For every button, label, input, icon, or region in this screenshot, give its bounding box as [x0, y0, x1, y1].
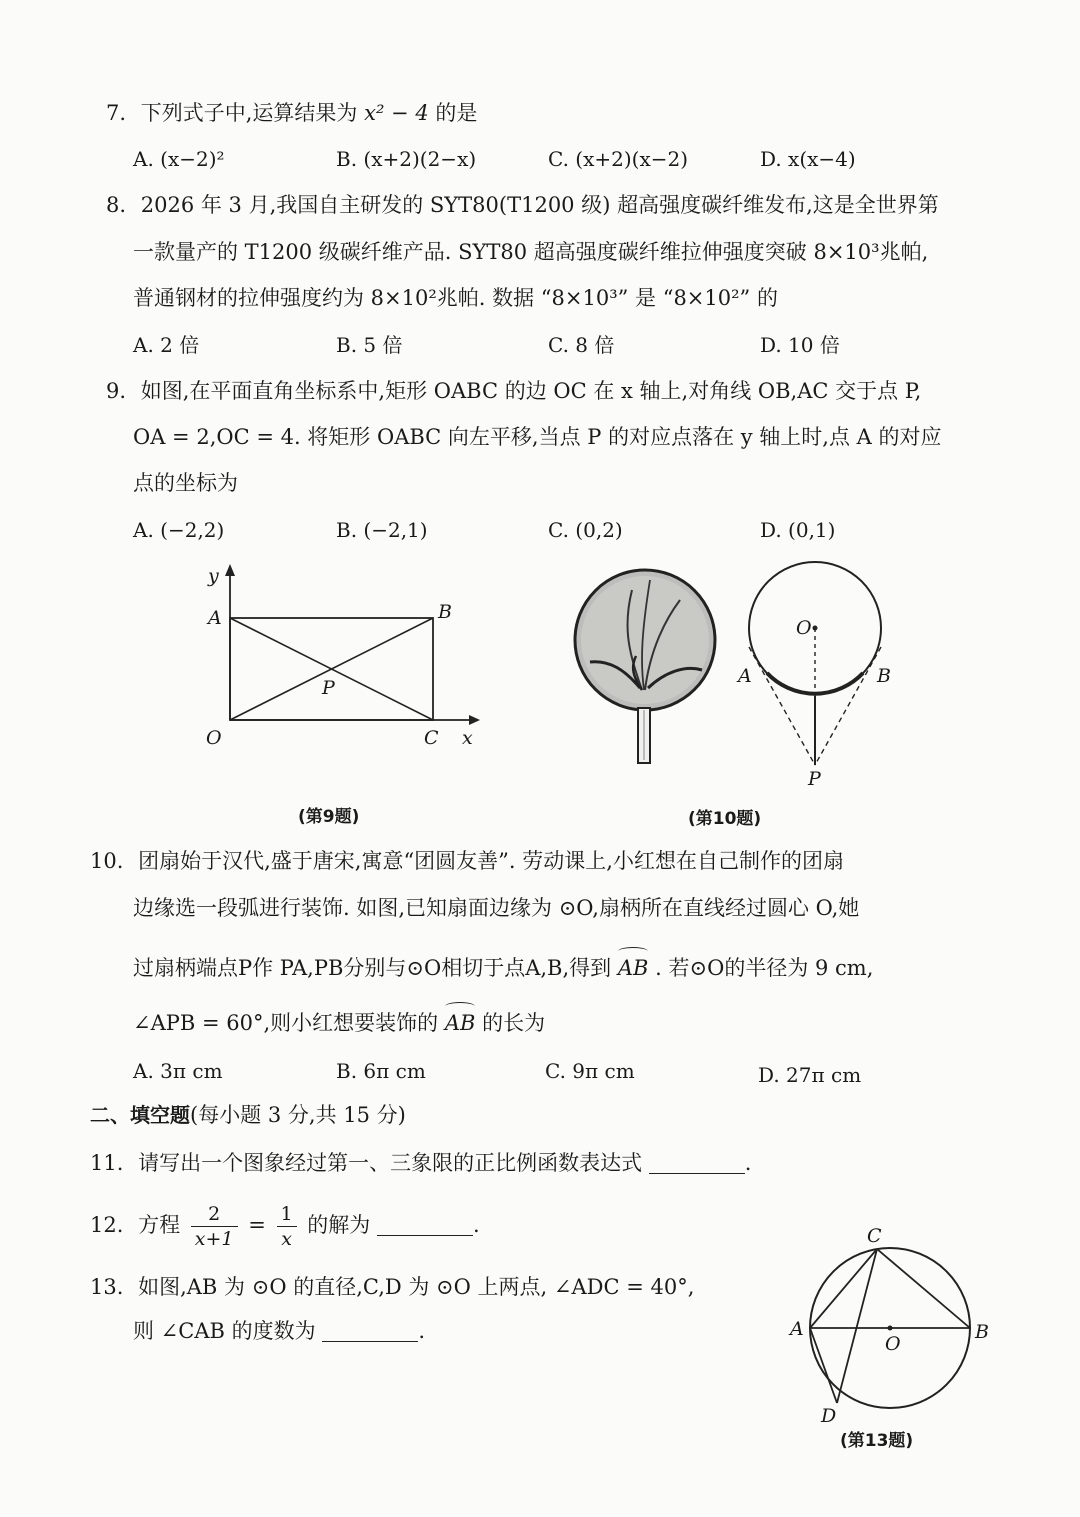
q7-stem: 7. 下列式子中,运算结果为 x² − 4 的是 [106, 101, 478, 125]
caption-fig9: (第9题) [298, 807, 360, 827]
q7-option-c: C. (x+2)(x−2) [548, 147, 689, 171]
q8-number: 8. [106, 193, 127, 217]
q8-line1: 8. 2026 年 3 月,我国自主研发的 SYT80(T1200 级) 超高强度碳纤维发布,这是全世界第 [106, 193, 939, 217]
chord-ad [810, 1328, 837, 1403]
label-a: A [208, 607, 222, 629]
q9-number: 9. [106, 379, 127, 403]
q10-option-d: D. 27π cm [758, 1063, 862, 1087]
label-a: A [738, 665, 752, 687]
q10-option-b: B. 6π cm [336, 1059, 426, 1083]
q7-number: 7. [106, 101, 127, 125]
label-b: B [877, 665, 891, 687]
q7-option-a: A. (x−2)² [133, 147, 225, 171]
chord-cb [877, 1249, 970, 1328]
q13-answer-blank[interactable] [322, 1341, 418, 1342]
q10-line2: 边缘选一段弧进行装饰. 如图,已知扇面边缘为 ⊙O,扇柄所在直线经过圆心 O,她 [133, 896, 860, 920]
q8-line2: 一款量产的 T1200 级碳纤维产品. SYT80 超高强度碳纤维拉伸强度突破 8×10³兆帕, [133, 240, 929, 264]
q13-line1: 13. 如图,AB 为 ⊙O 的直径,C,D 为 ⊙O 上两点, ∠ADC = 40°, [90, 1275, 695, 1299]
q9-option-d: D. (0,1) [760, 518, 836, 542]
caption-fig13: (第13题) [840, 1431, 914, 1451]
q10-line4: ∠APB = 60°,则小红想要装饰的 AB 的长为 [133, 1008, 545, 1038]
label-p: P [322, 677, 335, 699]
q13-number: 13. [90, 1275, 124, 1299]
label-o: O [206, 727, 222, 749]
arc-symbol [618, 947, 649, 956]
label-p: P [808, 768, 821, 790]
q9-line1: 9. 如图,在平面直角坐标系中,矩形 OABC 的边 OC 在 x 轴上,对角线 OB,AC 交于点 P, [106, 379, 922, 403]
q9-option-c: C. (0,2) [548, 518, 623, 542]
fraction-2-over-x-plus-1: $\frac{2}{x+1}$ [191, 1202, 238, 1251]
label-a: A [790, 1318, 804, 1340]
q10-line3: 过扇柄端点P作 PA,PB分别与⊙O相切于点A,B,得到 AB . 若⊙O的半径为 9 cm, [133, 953, 873, 983]
figure-9 [190, 560, 490, 830]
center-o [813, 626, 818, 631]
label-c: C [424, 727, 439, 749]
q7-option-b: B. (x+2)(2−x) [336, 147, 477, 171]
caption-fig10: (第10题) [688, 809, 762, 829]
label-o: O [885, 1333, 901, 1355]
q10-line1: 10. 团扇始于汉代,盛于唐宋,寓意“团圆友善”. 劳动课上,小红想在自己制作的团扇 [90, 849, 844, 873]
label-o: O [796, 617, 812, 639]
q9-option-a: A. (−2,2) [133, 518, 225, 542]
q12-number: 12. [90, 1213, 124, 1237]
q11-answer-blank[interactable] [649, 1173, 745, 1174]
q9-line3: 点的坐标为 [133, 471, 238, 495]
label-x: x [462, 727, 473, 749]
tangent-pb [815, 647, 881, 765]
tangent-pa [749, 647, 815, 765]
q12: 12. 方程 $\frac{2}{x+1}$ = $\frac{1}{x}$ 的解为 . [90, 1203, 480, 1250]
q8-line3: 普通钢材的拉伸强度约为 8×10²兆帕. 数据 “8×10³” 是 “8×10²” 的 [133, 286, 778, 310]
q10-number: 10. [90, 849, 124, 873]
fraction-1-over-x: $\frac{1}{x}$ [277, 1202, 297, 1251]
y-axis-arrow [225, 564, 235, 576]
q7-option-d: D. x(x−4) [760, 147, 856, 171]
q10-option-a: A. 3π cm [133, 1059, 223, 1083]
x-axis-arrow [469, 715, 480, 725]
section-2-heading: 二、填空题(每小题 3 分,共 15 分) [90, 1103, 406, 1127]
q10-option-c: C. 9π cm [545, 1059, 635, 1083]
q8-option-d: D. 10 倍 [760, 333, 840, 357]
q8-option-a: A. 2 倍 [133, 333, 200, 357]
q9-line2: OA = 2,OC = 4. 将矩形 OABC 向左平移,当点 P 的对应点落在 y 轴上时,点 A 的对应 [133, 425, 942, 449]
q12-answer-blank[interactable] [377, 1235, 473, 1236]
label-d: D [821, 1405, 837, 1427]
arc-symbol [445, 1002, 476, 1011]
label-c: C [867, 1225, 882, 1247]
label-y: y [208, 565, 219, 587]
q13-line2: 则 ∠CAB 的度数为 . [133, 1319, 425, 1343]
center-o [888, 1326, 893, 1331]
figure-10 [570, 560, 900, 835]
figure-13 [785, 1222, 995, 1462]
q11-number: 11. [90, 1151, 124, 1175]
label-b: B [438, 601, 452, 623]
q8-option-c: C. 8 倍 [548, 333, 615, 357]
q8-option-b: B. 5 倍 [336, 333, 403, 357]
round-fan-image [575, 570, 715, 763]
q11: 11. 请写出一个图象经过第一、三象限的正比例函数表达式 . [90, 1151, 752, 1175]
q9-option-b: B. (−2,1) [336, 518, 428, 542]
label-b: B [975, 1321, 989, 1343]
